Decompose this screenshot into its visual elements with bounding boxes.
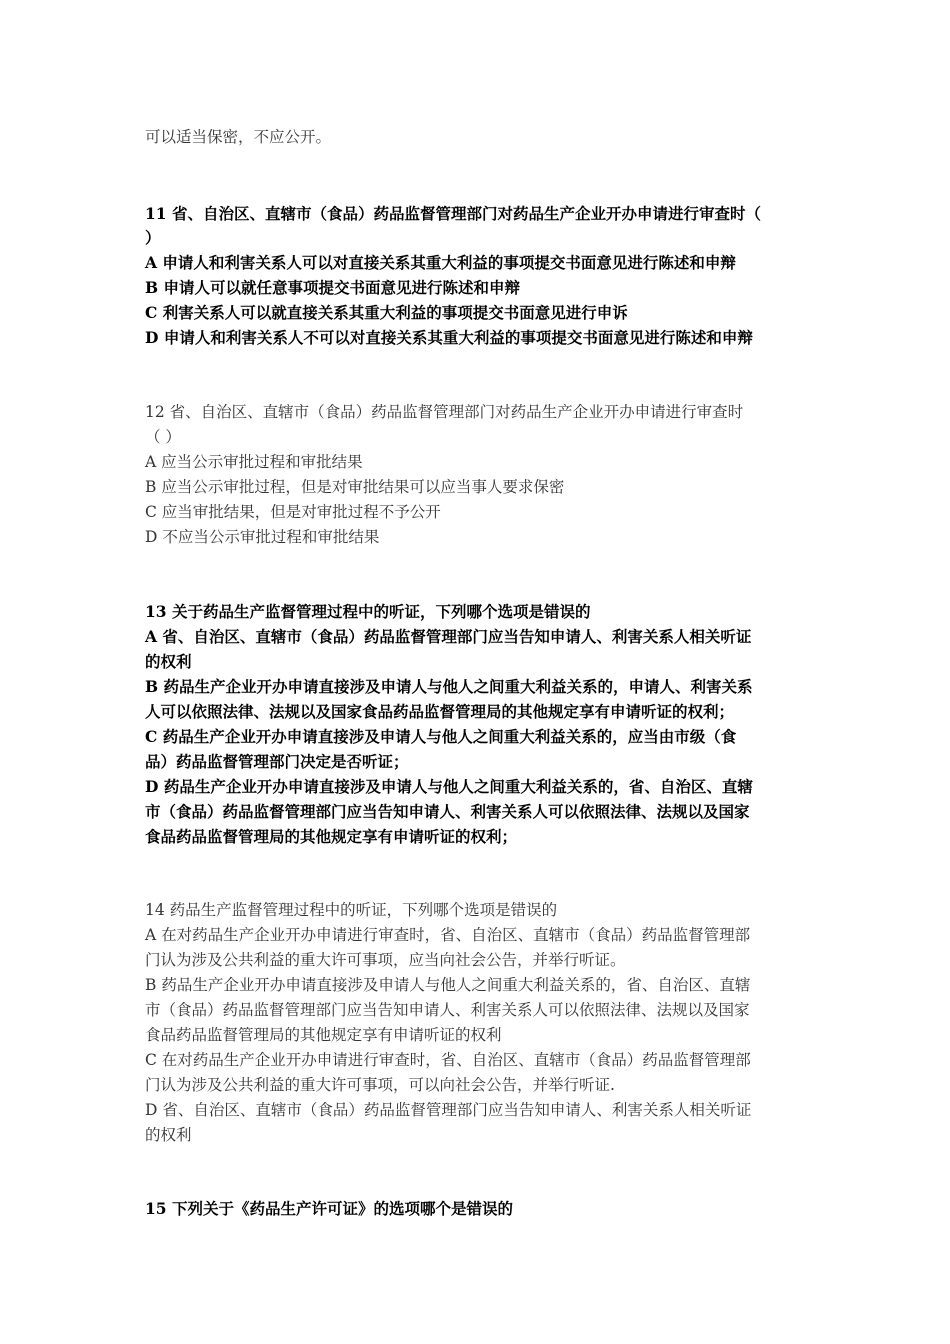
option-d-continued: 市（食品）药品监督管理部门应当告知申请人、利害关系人可以依照法律、法规以及国家 [145, 802, 750, 821]
option-b: B 药品生产企业开办申请直接涉及申请人与他人之间重大利益关系的，省、自治区、直辖 [145, 976, 751, 994]
option-a: A 省、自治区、直辖市（食品）药品监督管理部门应当告知申请人、利害关系人相关听证 [145, 627, 752, 646]
question-stem-continued: （ ） [145, 428, 181, 446]
option-a-continued: 的权利 [145, 652, 192, 671]
option-c: C 应当审批结果，但是对审批过程不予公开 [145, 503, 441, 521]
option-b-continued: 人可以依照法律、法规以及国家食品药品监督管理局的其他规定享有申请听证的权利； [145, 702, 735, 721]
option-b: B 药品生产企业开办申请直接涉及申请人与他人之间重大利益关系的，申请人、利害关系 [145, 677, 753, 696]
option-d: D 不应当公示审批过程和审批结果 [145, 528, 380, 546]
option-a: A 申请人和利害关系人可以对直接关系其重大利益的事项提交书面意见进行陈述和申辩 [145, 253, 736, 272]
option-c: C 在对药品生产企业开办申请进行审查时，省、自治区、直辖市（食品）药品监督管理部 [145, 1051, 751, 1069]
option-c-continued: 门认为涉及公共利益的重大许可事项，可以向社会公告，并举行听证. [145, 1076, 615, 1094]
question-stem: 15 下列关于《药品生产许可证》的选项哪个是错误的 [145, 1199, 513, 1218]
option-d-continued: 的权利 [145, 1126, 192, 1144]
option-b: B 应当公示审批过程，但是对审批结果可以应当事人要求保密 [145, 478, 565, 496]
question-stem: 13 关于药品生产监督管理过程中的听证，下列哪个选项是错误的 [145, 602, 591, 621]
question-stem: 14 药品生产监督管理过程中的听证，下列哪个选项是错误的 [145, 901, 558, 919]
option-a: A 在对药品生产企业开办申请进行审查时，省、自治区、直辖市（食品）药品监督管理部 [145, 926, 751, 944]
option-d: D 申请人和利害关系人不可以对直接关系其重大利益的事项提交书面意见进行陈述和申辩 [145, 328, 753, 347]
question-stem-continued: ） [145, 228, 161, 247]
option-b-continued: 食品药品监督管理局的其他规定享有申请听证的权利 [145, 1026, 502, 1044]
option-c: C 药品生产企业开办申请直接涉及申请人与他人之间重大利益关系的，应当由市级（食 [145, 727, 737, 746]
option-b-continued: 市（食品）药品监督管理部门应当告知申请人、利害关系人可以依照法律、法规以及国家 [145, 1001, 750, 1019]
option-c: C 利害关系人可以就直接关系其重大利益的事项提交书面意见进行申诉 [145, 303, 628, 322]
option-b: B 申请人可以就任意事项提交书面意见进行陈述和申辩 [145, 278, 520, 297]
option-d: D 药品生产企业开办申请直接涉及申请人与他人之间重大利益关系的，省、自治区、直辖 [145, 777, 753, 796]
question-stem: 12 省、自治区、直辖市（食品）药品监督管理部门对药品生产企业开办申请进行审查时 [145, 403, 744, 421]
option-d: D 省、自治区、直辖市（食品）药品监督管理部门应当告知申请人、利害关系人相关听证 [145, 1101, 752, 1119]
option-a-continued: 门认为涉及公共利益的重大许可事项，应当向社会公告，并举行听证。 [145, 951, 626, 969]
intro-text: 可以适当保密，不应公开。 [145, 128, 332, 146]
option-c-continued: 品）药品监督管理部门决定是否听证； [145, 752, 409, 771]
option-a: A 应当公示审批过程和审批结果 [145, 453, 363, 471]
option-d-continued: 食品药品监督管理局的其他规定享有申请听证的权利； [145, 827, 518, 846]
question-stem: 11 省、自治区、直辖市（食品）药品监督管理部门对药品生产企业开办申请进行审查时（ [145, 204, 761, 223]
